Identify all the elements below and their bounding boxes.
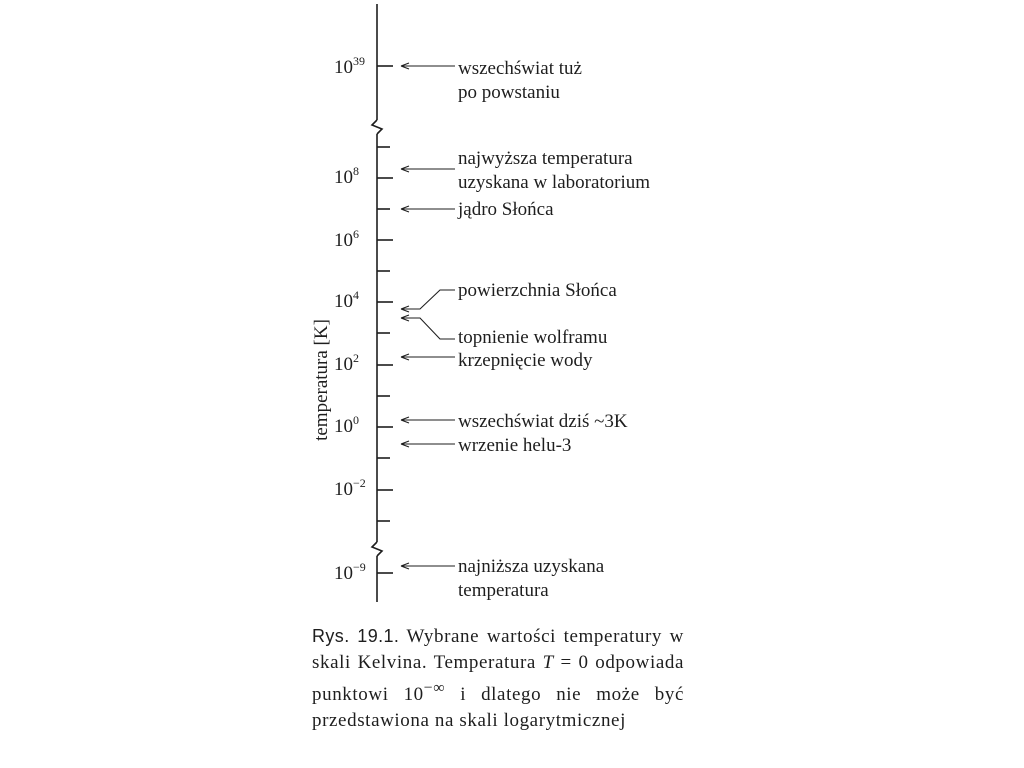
arrow-universe-today bbox=[401, 417, 455, 423]
vertical-axis bbox=[372, 4, 382, 602]
axis-title: temperatura [K] bbox=[311, 319, 332, 441]
annotation-tungsten-melting: topnienie wolframu bbox=[458, 327, 608, 348]
tick-label-1e4: $10^4$ bbox=[334, 288, 359, 312]
arrow-water-freezing bbox=[401, 354, 455, 360]
tick-label-1e8: $10^8$ bbox=[334, 164, 359, 188]
arrow-tungsten-melting bbox=[401, 315, 455, 339]
arrow-sun-core bbox=[401, 206, 455, 212]
annotation-sun-core: jądro Słońca bbox=[458, 199, 554, 220]
tick-label-1e39: $10^{39}$ bbox=[334, 54, 365, 78]
caption-exponent: −∞ bbox=[423, 680, 446, 697]
caption-variable-t: T bbox=[542, 652, 554, 673]
arrow-lab-max bbox=[401, 166, 455, 172]
arrow-helium3-boiling bbox=[401, 441, 455, 447]
tick-label-1e0: $10^0$ bbox=[334, 413, 359, 437]
annotation-arrows bbox=[401, 63, 455, 569]
tick-label-1e-2: $10^{-2}$ bbox=[334, 476, 366, 500]
annotation-universe-today: wszechświat dziś ~3K bbox=[458, 411, 628, 432]
tick-label-1e-9: $10^{-9}$ bbox=[334, 560, 366, 584]
annotation-helium3-boiling: wrzenie helu-3 bbox=[458, 435, 572, 456]
tick-label-1e2: $10^2$ bbox=[334, 351, 359, 375]
caption-label: Rys. 19.1. bbox=[312, 626, 400, 646]
caption-text: Wybrane wartości temperatury w skali Kelvina. Temperatura T = 0 odpowiada punktowi 10−∞ i dlatego nie może być przedstawiona na skali logarytmicznej bbox=[312, 626, 684, 732]
annotation-universe-start: wszechświat tuż po powstaniu bbox=[458, 58, 582, 103]
annotation-lab-max: najwyższa temperatura uzyskana w laboratorium bbox=[458, 148, 651, 193]
arrow-sun-surface bbox=[401, 290, 455, 312]
arrow-lowest-achieved bbox=[401, 563, 455, 569]
axis-ticks bbox=[377, 66, 393, 573]
annotation-sun-surface: powierzchnia Słońca bbox=[458, 280, 617, 301]
arrow-universe-start bbox=[401, 63, 455, 69]
annotation-water-freezing: krzepnięcie wody bbox=[458, 350, 593, 371]
figure-caption bbox=[312, 623, 684, 734]
tick-label-1e6: $10^6$ bbox=[334, 227, 359, 251]
annotation-lowest-achieved: najniższa uzyskana temperatura bbox=[458, 556, 605, 601]
